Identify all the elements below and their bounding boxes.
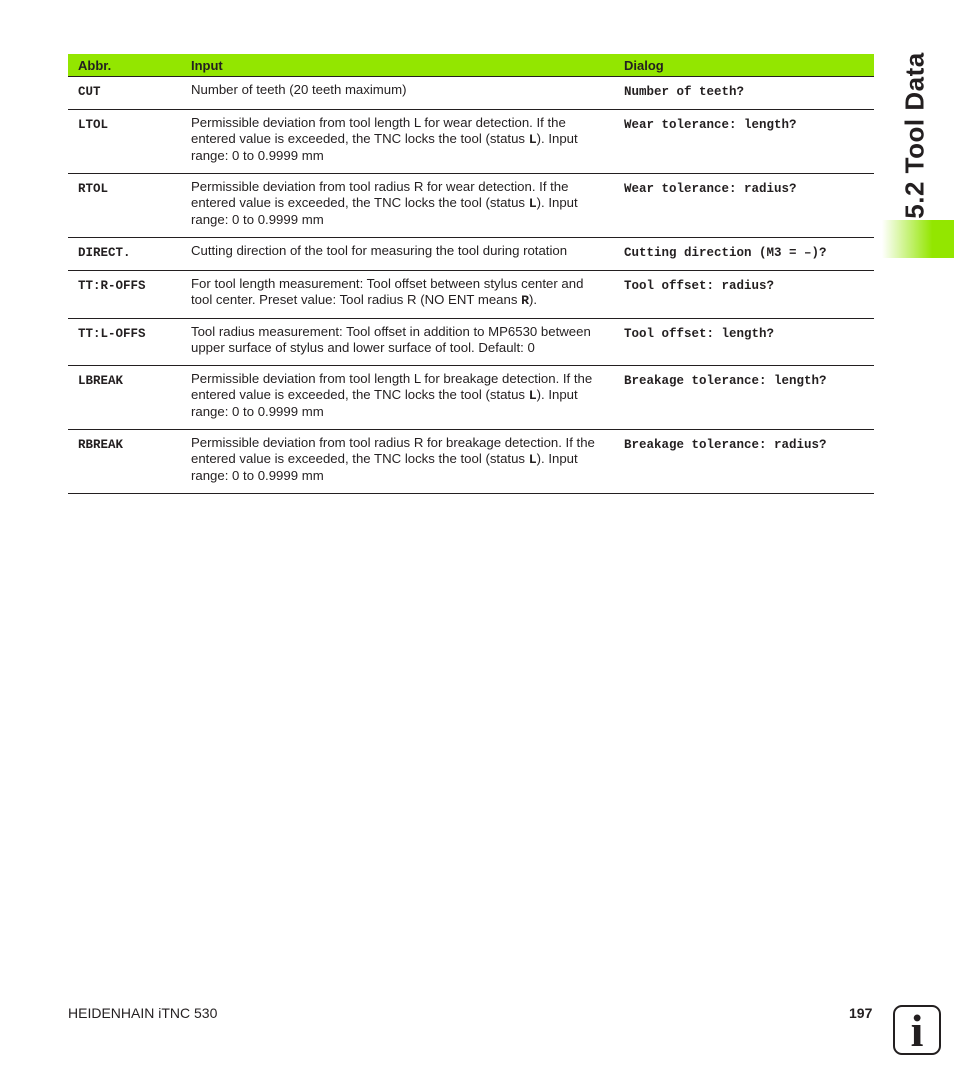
table-row	[68, 77, 874, 110]
abbr-cell: DIRECT.	[68, 238, 181, 271]
dialog-cell: Tool offset: length?	[614, 319, 874, 366]
status-code: R	[521, 293, 529, 308]
input-cell	[181, 110, 614, 174]
table-row	[68, 238, 874, 271]
header-dialog: Dialog	[614, 54, 874, 77]
table-row	[68, 430, 874, 494]
table-row	[68, 174, 874, 238]
dialog-cell: Breakage tolerance: radius?	[614, 430, 874, 494]
abbr-cell: LTOL	[68, 110, 181, 174]
input-text: ).	[529, 292, 538, 307]
dialog-cell: Breakage tolerance: length?	[614, 366, 874, 430]
table-header-row	[68, 54, 874, 77]
table-row	[68, 319, 874, 366]
tool-data-table	[68, 54, 874, 494]
input-cell	[181, 366, 614, 430]
status-code: L	[528, 132, 537, 147]
info-icon: i	[893, 1005, 941, 1055]
header-input: Input	[181, 54, 614, 77]
input-text: Permissible deviation from tool length L for breakage detection. If the entered value is exceeded, the TNC locks the tool (status	[191, 371, 593, 402]
abbr-cell: LBREAK	[68, 366, 181, 430]
status-code: L	[528, 388, 537, 403]
input-text: Permissible deviation from tool radius R for breakage detection. If the entered value is exceeded, the TNC locks the tool (status	[191, 435, 595, 466]
dialog-cell: Number of teeth?	[614, 77, 874, 110]
table-row	[68, 271, 874, 319]
table-row	[68, 366, 874, 430]
input-text: ). Input range: 0 to 0.9999 mm	[191, 387, 578, 419]
input-text: Permissible deviation from tool length L for wear detection. If the entered value is exceeded, the TNC locks the tool (status	[191, 115, 566, 146]
status-code: L	[528, 196, 537, 211]
abbr-cell: RBREAK	[68, 430, 181, 494]
input-text: ). Input range: 0 to 0.9999 mm	[191, 195, 578, 227]
input-cell	[181, 319, 614, 366]
input-cell	[181, 238, 614, 271]
abbr-cell: TT:L-OFFS	[68, 319, 181, 366]
abbr-cell: RTOL	[68, 174, 181, 238]
input-cell	[181, 271, 614, 319]
page-number: 197	[849, 1005, 873, 1021]
input-text: Tool radius measurement: Tool offset in addition to MP6530 between upper surface of stylus and lower surface of tool. Default: 0	[191, 324, 591, 355]
abbr-cell: TT:R-OFFS	[68, 271, 181, 319]
section-title-vertical	[876, 50, 954, 220]
section-tab-marker	[882, 220, 954, 258]
input-text: For tool length measurement: Tool offset between stylus center and tool center. Preset value: Tool radius R (NO ENT means	[191, 276, 584, 307]
dialog-cell: Tool offset: radius?	[614, 271, 874, 319]
section-title: 5.2 Tool Data	[899, 51, 930, 219]
footer-manual-name: HEIDENHAIN iTNC 530	[68, 1005, 218, 1021]
abbr-cell: CUT	[68, 77, 181, 110]
input-text: Permissible deviation from tool radius R for wear detection. If the entered value is exceeded, the TNC locks the tool (status	[191, 179, 569, 210]
input-text: Cutting direction of the tool for measuring the tool during rotation	[191, 243, 568, 258]
dialog-cell: Wear tolerance: radius?	[614, 174, 874, 238]
input-text: ). Input range: 0 to 0.9999 mm	[191, 131, 578, 163]
dialog-cell: Wear tolerance: length?	[614, 110, 874, 174]
input-text: ). Input range: 0 to 0.9999 mm	[191, 451, 578, 483]
table-row	[68, 110, 874, 174]
dialog-cell: Cutting direction (M3 = –)?	[614, 238, 874, 271]
status-code: L	[528, 452, 537, 467]
input-cell	[181, 77, 614, 110]
header-abbr: Abbr.	[68, 54, 181, 77]
input-cell	[181, 430, 614, 494]
input-cell	[181, 174, 614, 238]
input-text: Number of teeth (20 teeth maximum)	[191, 82, 407, 97]
